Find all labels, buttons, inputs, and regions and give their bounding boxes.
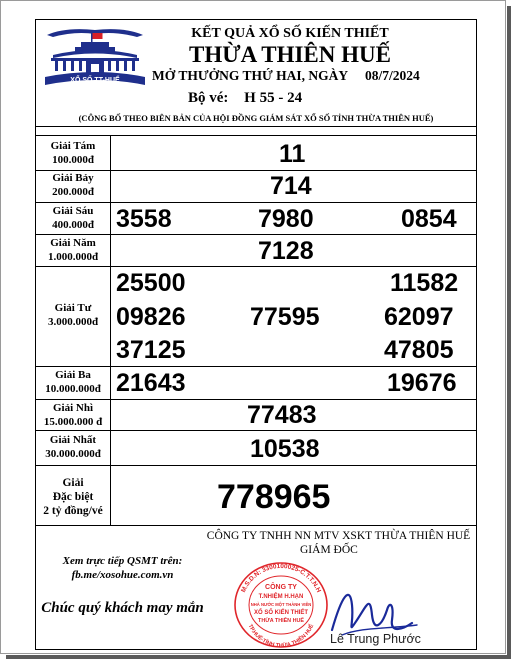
signer-name: Lê Trung Phước [330,632,421,646]
header-draw-date-line [150,68,452,84]
prize-amount: 30.000.000đ [45,447,101,460]
winning-number: 7128 [258,237,314,265]
winning-number: 09826 [116,303,186,331]
stamp-outer-text: M.S.D.N: 3300100025-C.T.T.N.H [240,562,322,594]
stamp-line: THỪA THIÊN HUẾ [258,618,304,624]
prize-amount: 2 tỷ đồng/vé [43,505,103,517]
winning-number: 3558 [116,205,172,233]
series-value: H 55 - 24 [244,90,303,106]
prize-name: Giải Tám [50,140,96,152]
prize-label-8 [36,140,110,167]
logo-text: XỔ SỐ TT-HUẾ [70,77,120,84]
prize-amount: 3.000.000đ [47,315,99,328]
stamp-bottom-text: TP.HUẾ-TỈNH THỪA THIÊN HUẾ [246,623,316,650]
page-shadow-right [507,6,511,659]
winning-number: 11 [279,140,306,168]
prize-label-7 [36,172,110,199]
special-prize-number: 778965 [217,478,331,516]
winning-number: 19676 [387,369,457,397]
winning-number: 714 [270,172,312,200]
prize-label-1 [36,434,110,461]
row-divider [36,170,476,171]
prize-amount: 15.000.000 đ [43,415,103,428]
row-divider [36,202,476,203]
director-title: GIÁM ĐỐC [300,544,358,556]
header-note: (CÔNG BỐ THEO BIÊN BẢN CỦA HỘI ĐỒNG GIÁM SÁT XỔ SỐ TỈNH THỪA THIÊN HUẾ) [78,113,434,123]
prize-label-6 [36,205,110,232]
header-province: THỪA THIÊN HUẾ [189,42,391,67]
stamp-line: XỔ SỐ KIẾN THIẾT [253,610,309,616]
winning-number: 47805 [384,336,454,364]
stamp-line: NHÀ NƯỚC MỘT THÀNH VIÊN [250,602,312,607]
winning-number: 77595 [250,303,320,331]
prize-amount: 100.000đ [52,153,94,166]
row-divider [36,465,476,466]
row-divider [36,126,476,127]
prize-label-3 [36,369,110,396]
winning-number: 37125 [116,336,186,364]
prize-amount: 1.000.000đ [47,250,99,263]
draw-day-text: MỞ THƯỞNG THỨ HAI, NGÀY [152,68,348,83]
ticket-series [188,90,302,107]
prize-name: Giải Ba [55,369,91,381]
stamp-line: T.NHIỆM H.HẠN [258,594,304,600]
prize-amount: 400.000đ [52,218,94,231]
draw-date: 08/7/2024 [365,68,420,83]
prize-label-special [36,476,110,518]
prize-name: Giải Nhì [52,402,94,414]
page-shadow-bottom [6,655,511,659]
prize-amount: 200.000đ [52,185,94,198]
stamp-line: CÔNG TY [265,584,297,591]
row-divider [36,430,476,431]
column-divider [110,135,111,525]
winning-number: 10538 [250,435,320,463]
good-luck-message: Chúc quý khách may mắn [41,600,204,616]
prize-name: Giải Nhất [49,434,97,446]
company-name: CÔNG TY TNHH NN MTV XSKT THỪA THIÊN HUẾ [206,530,471,542]
prize-name: Giải Bảy [52,172,94,184]
prize-name: Giải Tư [54,302,92,314]
prize-name: Giải Năm [50,237,96,249]
row-divider [36,234,476,235]
row-divider [36,366,476,367]
prize-label-4 [36,302,110,329]
svg-text:TP.HUẾ-TỈNH THỪA THIÊN HUẾ [247,623,316,649]
livestream-link[interactable]: fb.me/xosohue.com.vn [71,569,174,581]
prize-name: Giải [62,477,84,489]
winning-number: 77483 [247,401,317,429]
livestream-label: Xem trực tiếp QSMT trên: [62,555,183,567]
row-divider [36,266,476,267]
prize-label-2 [36,402,110,429]
winning-number: 0854 [401,205,457,233]
winning-number: 7980 [258,205,314,233]
winning-number: 25500 [116,269,186,297]
series-label: Bộ vé: [188,90,229,106]
winning-number: 11582 [390,269,459,297]
prize-label-5 [36,237,110,264]
row-divider [36,525,476,526]
winning-number: 62097 [384,303,454,331]
prize-amount: 10.000.000đ [45,382,101,395]
lottery-logo [45,27,145,87]
row-divider [36,135,476,136]
prize-name: Giải Sáu [52,205,94,217]
prize-name: Đặc biệt [52,491,94,503]
row-divider [36,399,476,400]
header-title: KẾT QUẢ XỔ SỐ KIẾN THIẾT [191,26,389,41]
winning-number: 21643 [116,369,186,397]
